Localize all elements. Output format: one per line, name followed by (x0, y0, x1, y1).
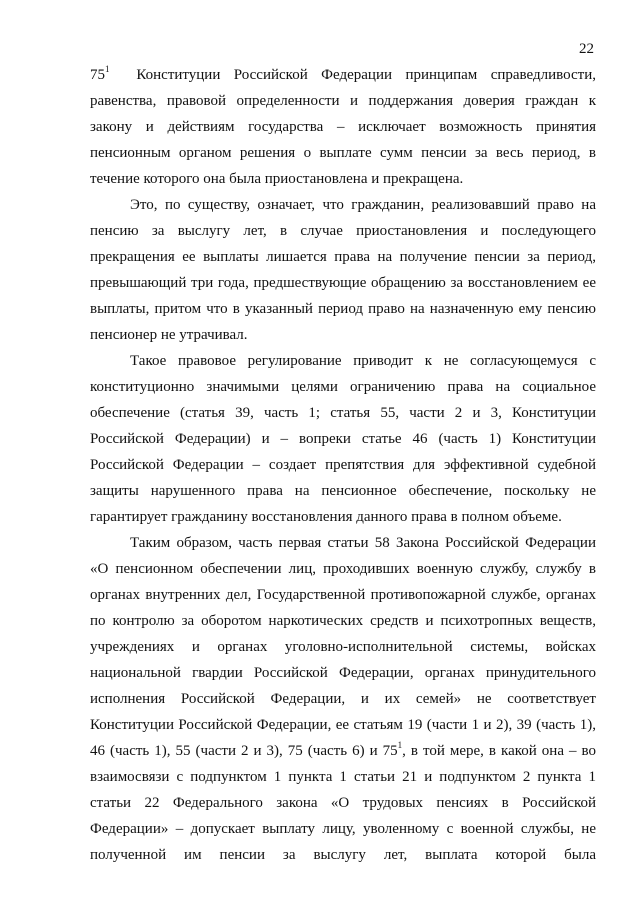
text-line: органах внутренних дел, Государственной противопожарной службе, органах (90, 587, 596, 603)
text-line: Конституции Российской Федерации, ее статьям 19 (части 1 и 2), 39 (часть 1), (90, 717, 596, 733)
article-number: 75 (90, 67, 105, 83)
text-line: 46 (часть 1), 55 (части 2 и 3), 75 (часть 6) и $75^1$, в той мере, в какой она – во (90, 740, 596, 759)
paragraph-first-line: Это, по существу, означает, что гражданин, реализовавший право на (130, 197, 596, 213)
body-text (90, 62, 596, 868)
text-line: равенства, правовой определенности и поддержания доверия граждан к (90, 93, 596, 109)
article-superscript: 1 (397, 740, 403, 750)
paragraph-first-line: Такое правовое регулирование приводит к не согласующемуся с (130, 353, 596, 369)
paragraph-first-line: Таким образом, часть первая статьи 58 Закона Российской Федерации (130, 535, 596, 551)
article-superscript: 1 (105, 64, 110, 74)
text-line: пенсию за выслугу лет, в случае приостановления и последующего (90, 223, 596, 239)
text-line: выплаты, притом что в указанный период право на назначенную ему пенсию (90, 301, 596, 317)
text-line: течение которого она была приостановлена и прекращена. (90, 171, 464, 187)
text-line: «О пенсионном обеспечении лиц, проходивших военную службу, службу в (90, 561, 596, 577)
text-line: пенсионным органом решения о выплате сумм пенсии за весь период, в (90, 145, 596, 161)
page-number: 22 (579, 41, 594, 57)
text-line: защиты нарушенного права на пенсионное обеспечение, поскольку не (90, 483, 596, 499)
text-line: национальной гвардии Российской Федерации, органах принудительного (90, 665, 596, 681)
text-line: учреждениях и органах уголовно-исполнительной системы, войсках (90, 639, 596, 655)
text-line: по контролю за оборотом наркотических средств и психотропных веществ, (90, 613, 596, 629)
text-line: превышающий три года, предшествующие обращению за восстановлением ее (90, 275, 596, 291)
text-line: закону и действиям государства – исключает возможность принятия (90, 119, 596, 135)
text-line: полученной им пенсии за выслугу лет, выплата которой была (90, 847, 596, 863)
text-line: обеспечение (статья 39, часть 1; статья 55, части 2 и 3, Конституции (90, 405, 596, 421)
text-line: Российской Федерации) и – вопреки статье 46 (часть 1) Конституции (90, 431, 596, 447)
text-line: Российской Федерации – создает препятствия для эффективной судебной (90, 457, 596, 473)
text-line: исполнения Российской Федерации, и их семей» не соответствует (90, 691, 596, 707)
text-line: конституционно значимыми целями ограничению права на социальное (90, 379, 596, 395)
text-line: гарантирует гражданину восстановления данного права в полном объеме. (90, 509, 562, 525)
text-line: статьи 22 Федерального закона «О трудовых пенсиях в Российской (90, 795, 596, 811)
text-line: взаимосвязи с подпунктом 1 пункта 1 статьи 21 и подпунктом 2 пункта 1 (90, 769, 596, 785)
text-line: прекращения ее выплаты лишается права на получение пенсии за период, (90, 249, 596, 265)
text-line: Федерации» – допускает выплату лицу, уволенному с военной службы, не (90, 821, 596, 837)
text-line: пенсионер не утрачивал. (90, 327, 248, 343)
text-line: $75^1$ Конституции Российской Федерации принципам справедливости, (90, 64, 596, 83)
